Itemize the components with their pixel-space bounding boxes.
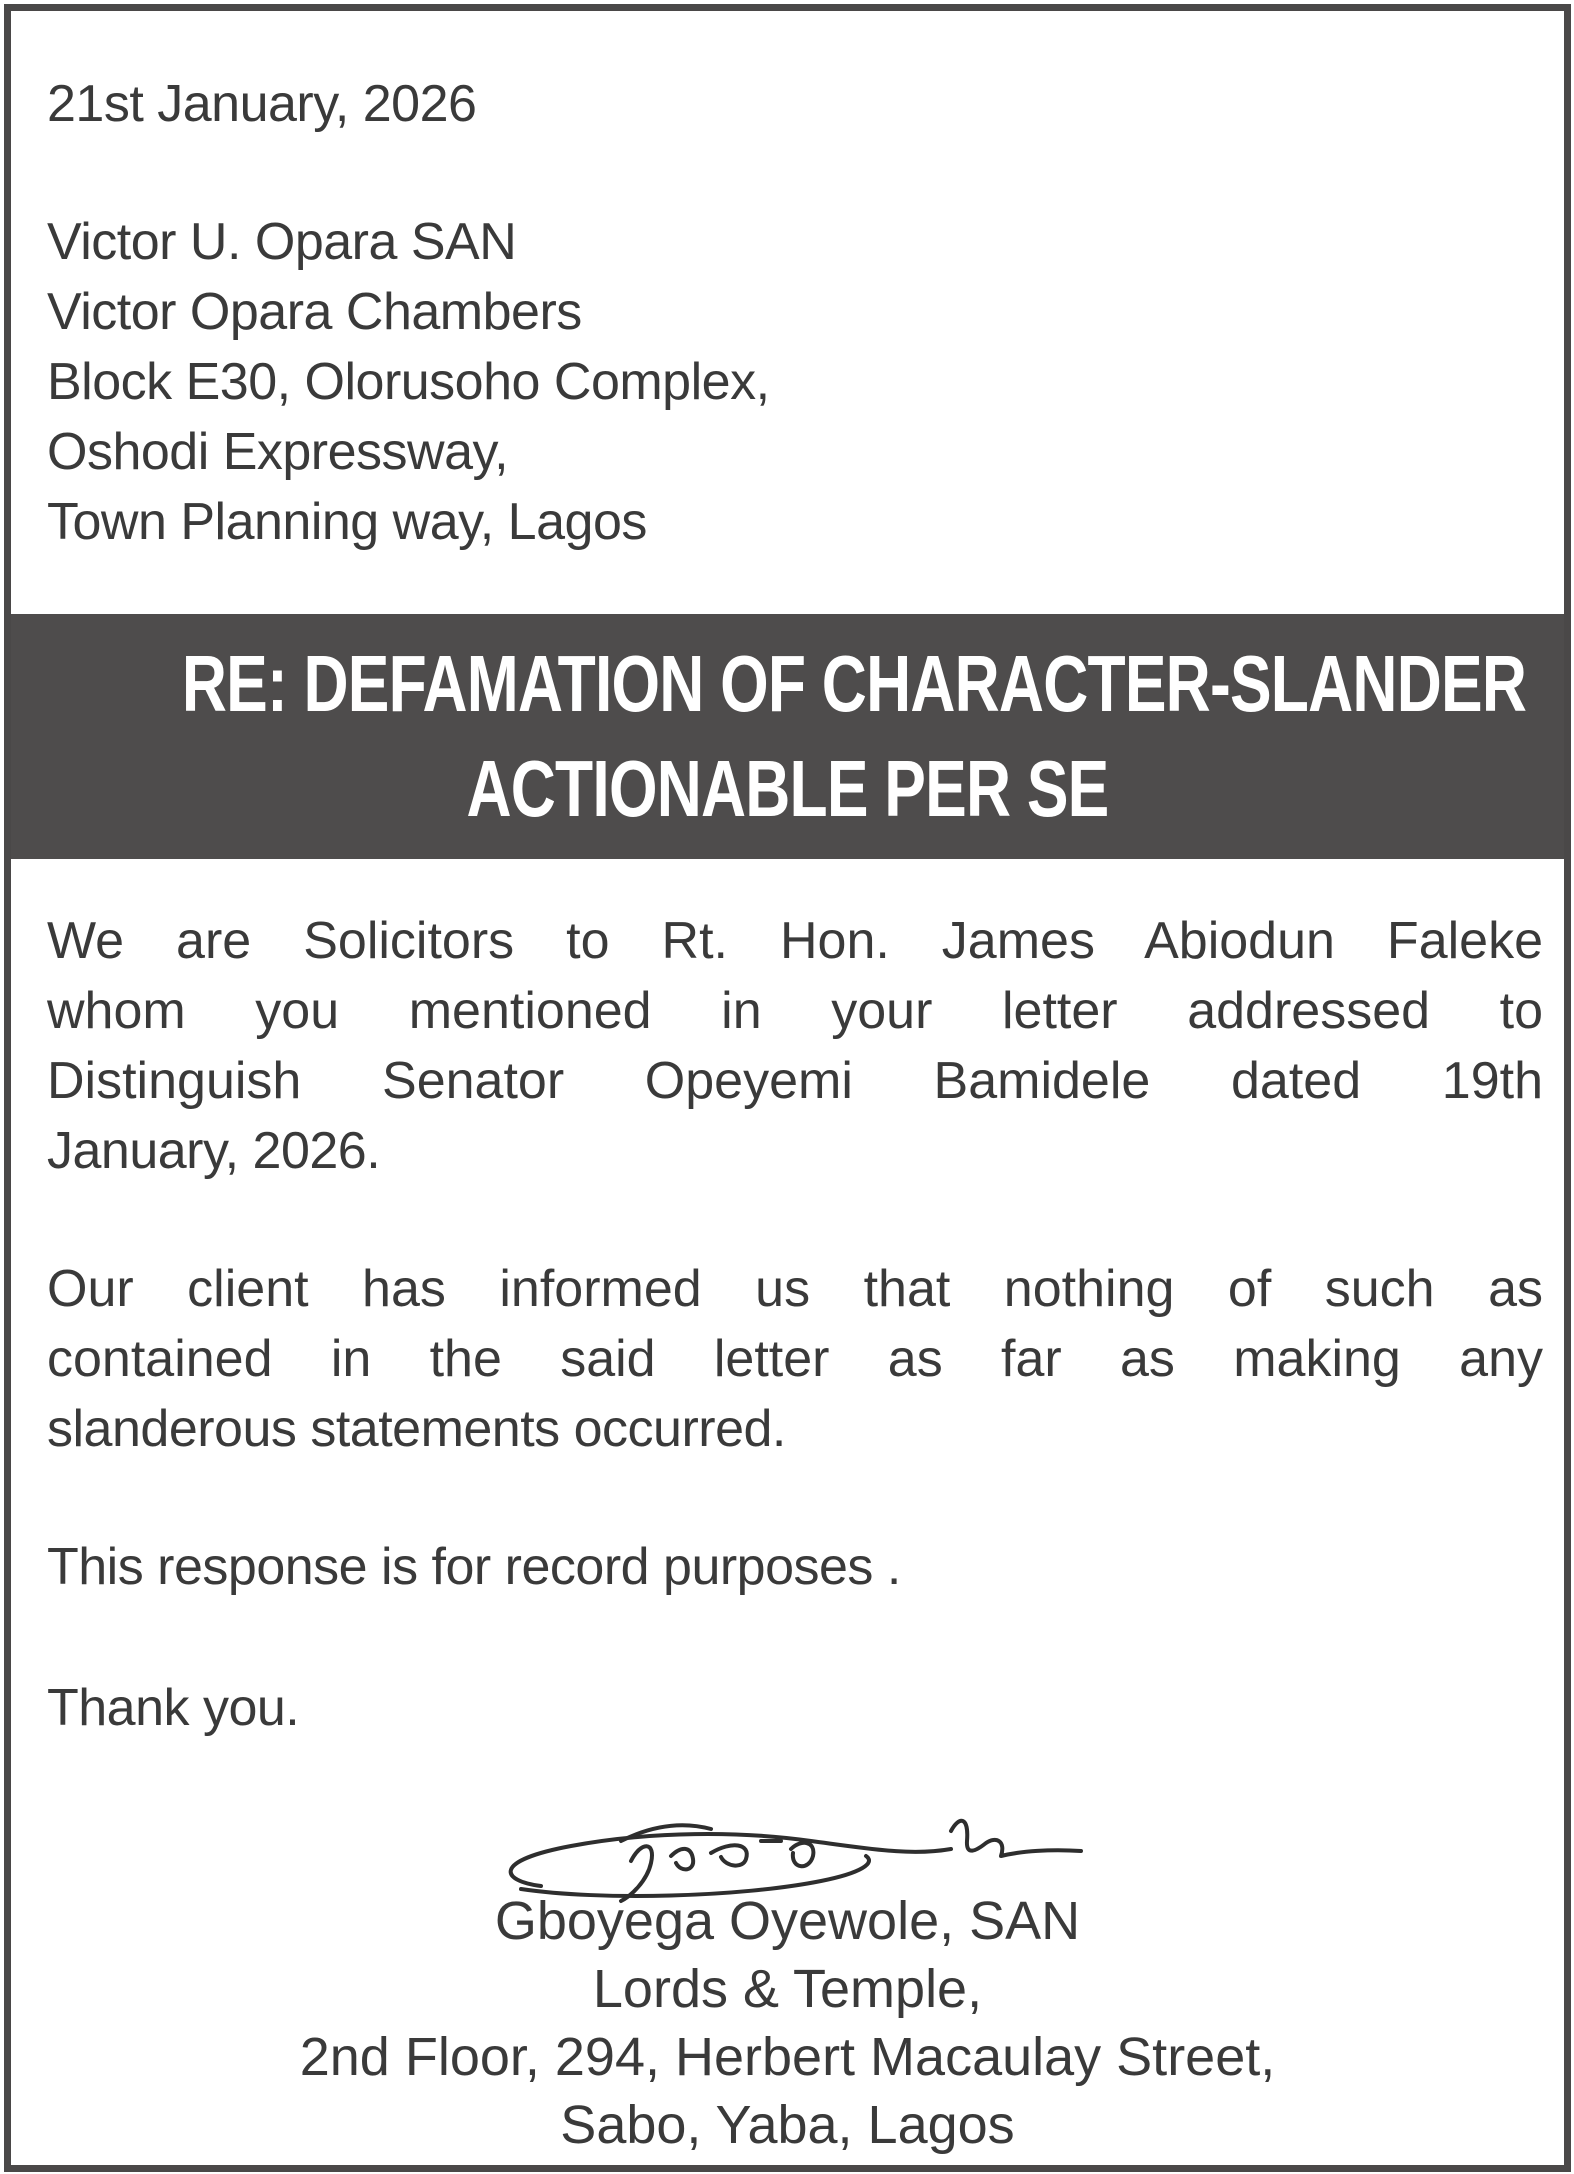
- letter-date: 21st January, 2026: [47, 75, 477, 133]
- signatory-name: Gboyega Oyewole, SAN: [494, 1891, 1081, 1951]
- letter-title-line: ACTIONABLE PER SE: [466, 744, 1109, 833]
- paragraph-line: Our client has informed us that nothing of such as: [47, 1260, 1543, 1318]
- letter-title-line: RE: DEFAMATION OF CHARACTER-SLANDER: [181, 639, 1527, 728]
- recipient-line: Victor U. Opara SAN: [47, 213, 517, 271]
- paragraph-line: slanderous statements occurred.: [47, 1400, 786, 1458]
- paragraph-3: This response is for record purposes .: [47, 1538, 901, 1596]
- paragraph-line: We are Solicitors to Rt. Hon. James Abiodun Faleke: [47, 912, 1543, 970]
- recipient-line: Victor Opara Chambers: [47, 283, 582, 341]
- recipient-line: Block E30, Olorusoho Complex,: [47, 353, 770, 411]
- paragraph-line: contained in the said letter as far as making any: [47, 1330, 1543, 1388]
- letter-frame: [4, 4, 1571, 2172]
- signatory-address-line: Sabo, Yaba, Lagos: [560, 2095, 1015, 2155]
- recipient-line: Oshodi Expressway,: [47, 423, 509, 481]
- paragraph-line: Distinguish Senator Opeyemi Bamidele dated 19th: [47, 1052, 1543, 1110]
- title-band: [11, 614, 1564, 859]
- recipient-line: Town Planning way, Lagos: [47, 493, 647, 551]
- signatory-firm: Lords & Temple,: [592, 1959, 983, 2019]
- paragraph-line: January, 2026.: [47, 1122, 381, 1180]
- signatory-address-line: 2nd Floor, 294, Herbert Macaulay Street,: [299, 2027, 1276, 2087]
- paragraph-line: whom you mentioned in your letter addressed to: [47, 982, 1543, 1040]
- closing-text: Thank you.: [47, 1679, 300, 1737]
